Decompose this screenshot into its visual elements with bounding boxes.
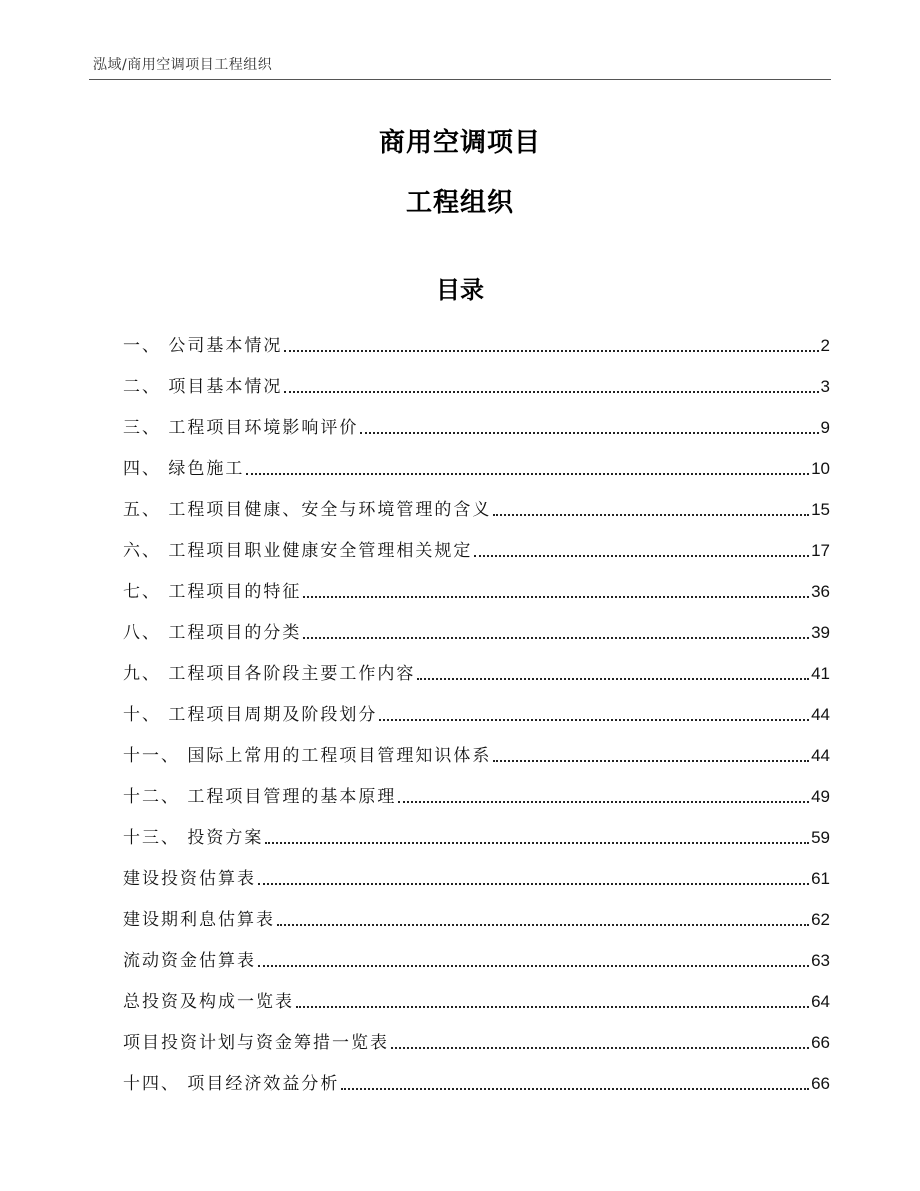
toc-leader-dots [258, 965, 809, 967]
toc-leader-dots [303, 637, 809, 639]
toc-leader-dots [284, 350, 818, 352]
toc-entry[interactable] [123, 526, 830, 567]
toc-entry-page: 3 [820, 377, 830, 396]
toc-entry[interactable] [123, 731, 830, 772]
toc-leader-dots [493, 514, 809, 516]
toc-entry[interactable] [123, 854, 830, 895]
toc-entry[interactable] [123, 608, 830, 649]
toc-entry[interactable] [123, 772, 830, 813]
toc-entry[interactable] [123, 690, 830, 731]
toc-entry-label: 三、 工程项目环境影响评价 [123, 418, 359, 438]
toc-entry-page: 9 [820, 418, 830, 437]
document-subtitle: 工程组织 [405, 188, 514, 218]
toc-entry-page: 10 [811, 459, 830, 478]
toc-entry-page: 39 [811, 623, 830, 642]
toc-entry[interactable] [123, 1059, 830, 1100]
toc-entry-label: 总投资及构成一览表 [123, 992, 294, 1012]
toc-entry-label: 十四、 项目经济效益分析 [123, 1074, 340, 1094]
toc-entry-page: 44 [811, 705, 830, 724]
toc-leader-dots [258, 883, 809, 885]
toc-entry-page: 62 [811, 910, 830, 929]
toc-entry-page: 2 [820, 336, 830, 355]
toc-entry-label: 七、 工程项目的特征 [123, 582, 302, 602]
toc-leader-dots [341, 1088, 809, 1090]
toc-entry-page: 66 [811, 1074, 830, 1093]
toc-entry-label: 五、 工程项目健康、安全与环境管理的含义 [123, 500, 492, 520]
toc-leader-dots [284, 391, 818, 393]
toc-entry[interactable] [123, 649, 830, 690]
toc-entry[interactable] [123, 444, 830, 485]
toc-heading: 目录 [436, 276, 484, 304]
toc-entry[interactable] [123, 977, 830, 1018]
document-title: 商用空调项目 [378, 128, 541, 158]
toc-entry-label: 项目投资计划与资金筹措一览表 [123, 1033, 389, 1053]
toc-entry[interactable] [123, 485, 830, 526]
toc-entry-page: 64 [811, 992, 830, 1011]
toc-entry-label: 十、 工程项目周期及阶段划分 [123, 705, 378, 725]
toc-leader-dots [493, 760, 809, 762]
toc-entry-page: 36 [811, 582, 830, 601]
toc-leader-dots [474, 555, 809, 557]
toc-entry[interactable] [123, 321, 830, 362]
toc-entry-label: 九、 工程项目各阶段主要工作内容 [123, 664, 416, 684]
toc-entry[interactable] [123, 936, 830, 977]
toc-entry[interactable] [123, 813, 830, 854]
toc-leader-dots [379, 719, 809, 721]
toc-entry-label: 流动资金估算表 [123, 951, 256, 971]
toc-entry-page: 17 [811, 541, 830, 560]
header-divider [89, 79, 831, 80]
toc-leader-dots [417, 678, 809, 680]
toc-entry-label: 六、 工程项目职业健康安全管理相关规定 [123, 541, 473, 561]
toc-leader-dots [246, 473, 809, 475]
toc-entry-page: 61 [811, 869, 830, 888]
toc-leader-dots [296, 1006, 809, 1008]
toc-leader-dots [391, 1047, 809, 1049]
toc-entry[interactable] [123, 362, 830, 403]
running-header: 泓域/商用空调项目工程组织 [93, 57, 273, 73]
toc-entry-label: 十三、 投资方案 [123, 828, 264, 848]
toc-entry-page: 41 [811, 664, 830, 683]
toc-entry[interactable] [123, 403, 830, 444]
toc-leader-dots [398, 801, 809, 803]
toc-entry-label: 十二、 工程项目管理的基本原理 [123, 787, 397, 807]
toc-leader-dots [303, 596, 809, 598]
toc-entry[interactable] [123, 1018, 830, 1059]
toc-leader-dots [277, 924, 809, 926]
toc-entry-label: 二、 项目基本情况 [123, 377, 283, 397]
toc-leader-dots [265, 842, 809, 844]
toc-entry-label: 建设投资估算表 [123, 869, 256, 889]
toc-entry[interactable] [123, 895, 830, 936]
toc-entry-page: 15 [811, 500, 830, 519]
toc-entry-page: 49 [811, 787, 830, 806]
toc-entry-label: 一、 公司基本情况 [123, 336, 283, 356]
toc-entry-page: 66 [811, 1033, 830, 1052]
toc-entry-page: 63 [811, 951, 830, 970]
toc-entry-label: 八、 工程项目的分类 [123, 623, 302, 643]
toc-entry-label: 十一、 国际上常用的工程项目管理知识体系 [123, 746, 492, 766]
toc-entry-label: 建设期利息估算表 [123, 910, 275, 930]
toc-leader-dots [360, 432, 818, 434]
toc-entry-page: 59 [811, 828, 830, 847]
toc-entry-label: 四、 绿色施工 [123, 459, 245, 479]
toc-entry[interactable] [123, 567, 830, 608]
table-of-contents [123, 321, 830, 1100]
toc-entry-page: 44 [811, 746, 830, 765]
